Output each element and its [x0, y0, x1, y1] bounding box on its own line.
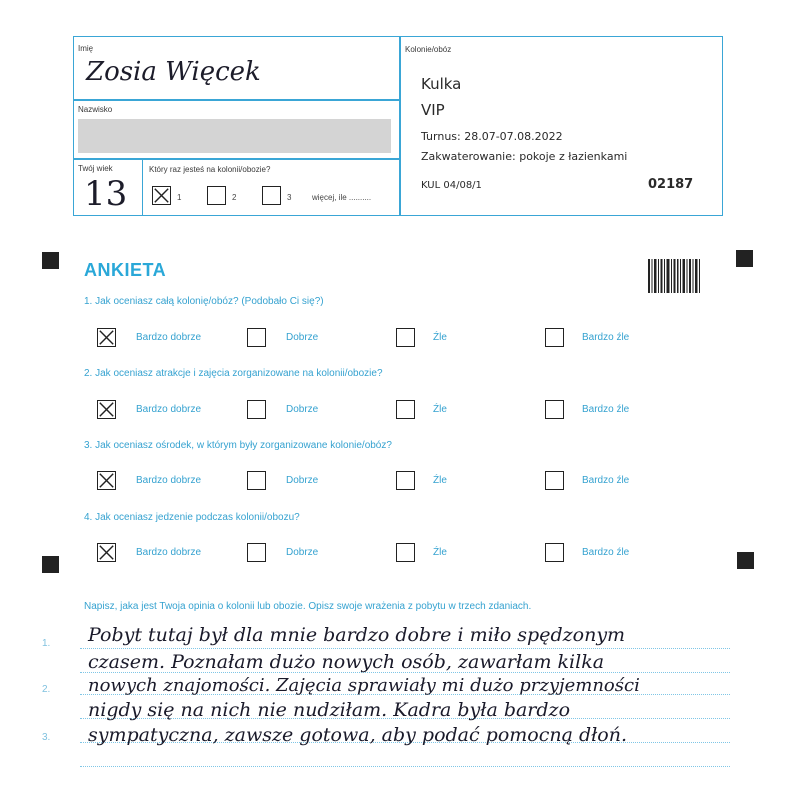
- wiek-label: Twój wiek: [78, 164, 113, 173]
- turnus: Turnus: 28.07-07.08.2022: [421, 130, 563, 143]
- q4-checkbox-zle[interactable]: [396, 543, 415, 562]
- q3-checkbox-bardzo-dobrze[interactable]: [97, 471, 116, 490]
- q2-option-bardzo-dobrze: Bardzo dobrze: [136, 404, 202, 415]
- q3-option-dobrze: Dobrze: [286, 475, 319, 486]
- wiecej-label: więcej, ile ..........: [312, 193, 372, 202]
- q3-checkbox-bardzo-zle[interactable]: [545, 471, 564, 490]
- handwritten-line-2: czasem. Poznałam dużo nowych osób, zawarłam kilka: [88, 651, 605, 673]
- question-2: 2. Jak oceniasz atrakcje i zajęcia zorganizowane na kolonii/obozie?: [84, 368, 383, 379]
- line-number-2: 2.: [42, 684, 51, 695]
- handwritten-line-5: sympatyczna, zawsze gotowa, aby podać pomocną dłoń.: [88, 724, 628, 746]
- registration-marker: [42, 556, 59, 573]
- row-divider: [74, 99, 399, 101]
- q3-option-zle: Źle: [433, 475, 447, 486]
- checkmark-x-icon: [98, 329, 115, 346]
- kolonia-type: VIP: [421, 101, 445, 119]
- q2-checkbox-zle[interactable]: [396, 400, 415, 419]
- handwritten-line-4: nigdy się na nich nie nudziłam. Kadra była bardzo: [88, 699, 571, 721]
- q3-option-bardzo-dobrze: Bardzo dobrze: [136, 475, 202, 486]
- q4-option-bardzo-zle: Bardzo źle: [582, 547, 630, 558]
- q4-checkbox-bardzo-zle[interactable]: [545, 543, 564, 562]
- q3-checkbox-zle[interactable]: [396, 471, 415, 490]
- q1-checkbox-zle[interactable]: [396, 328, 415, 347]
- q1-checkbox-bardzo-dobrze[interactable]: [97, 328, 116, 347]
- barcode-icon: [648, 259, 700, 293]
- q2-checkbox-dobrze[interactable]: [247, 400, 266, 419]
- ktory-raz-checkbox-3[interactable]: [262, 186, 281, 205]
- q3-checkbox-dobrze[interactable]: [247, 471, 266, 490]
- q2-option-bardzo-zle: Bardzo źle: [582, 404, 630, 415]
- form-code: KUL 04/08/1: [421, 180, 482, 191]
- question-3: 3. Jak oceniasz ośrodek, w którym były zorganizowane kolonie/obóz?: [84, 440, 392, 451]
- handwritten-line-1: Pobyt tutaj był dla mnie bardzo dobre i miło spędzonym: [88, 624, 626, 646]
- q4-checkbox-bardzo-dobrze[interactable]: [97, 543, 116, 562]
- ktory-raz-option-3: 3: [287, 193, 292, 202]
- survey-title: ANKIETA: [84, 260, 167, 280]
- ktory-raz-option-2: 2: [232, 193, 237, 202]
- imie-value[interactable]: Zosia Więcek: [86, 57, 261, 87]
- writing-line: [80, 648, 730, 649]
- wiek-box: [74, 158, 143, 215]
- q1-option-dobrze: Dobrze: [286, 332, 319, 343]
- zakwaterowanie: Zakwaterowanie: pokoje z łazienkami: [421, 150, 628, 163]
- q4-option-zle: Źle: [433, 547, 447, 558]
- line-number-3: 3.: [42, 732, 51, 743]
- registration-marker: [42, 252, 59, 269]
- nazwisko-redacted-field[interactable]: [78, 119, 391, 153]
- line-number-1: 1.: [42, 638, 51, 649]
- q2-option-zle: Źle: [433, 404, 447, 415]
- handwritten-line-3: nowych znajomości. Zajęcia sprawiały mi dużo przyjemności: [88, 675, 640, 696]
- opinion-prompt: Napisz, jaka jest Twoja opinia o kolonii lub obozie. Opisz swoje wrażenia z pobytu w trzech zdaniach.: [84, 601, 532, 612]
- header-form: [73, 36, 723, 216]
- writing-line: [80, 766, 730, 767]
- q4-option-bardzo-dobrze: Bardzo dobrze: [136, 547, 202, 558]
- checkmark-x-icon: [98, 401, 115, 418]
- ktory-raz-checkbox-2[interactable]: [207, 186, 226, 205]
- wiek-value[interactable]: 13: [84, 174, 128, 214]
- q2-option-dobrze: Dobrze: [286, 404, 319, 415]
- kolonia-name: Kulka: [421, 75, 462, 93]
- nazwisko-label: Nazwisko: [78, 105, 113, 114]
- ktory-raz-option-1: 1: [177, 193, 182, 202]
- kolonia-label: Kolonie/obóz: [405, 45, 452, 54]
- question-4: 4. Jak oceniasz jedzenie podczas kolonii/obozu?: [84, 512, 300, 523]
- checkmark-x-icon: [98, 544, 115, 561]
- q1-option-zle: Źle: [433, 332, 447, 343]
- q1-option-bardzo-zle: Bardzo źle: [582, 332, 630, 343]
- header-divider: [399, 37, 401, 215]
- q4-option-dobrze: Dobrze: [286, 547, 319, 558]
- question-1: 1. Jak oceniasz całą kolonię/obóz? (Podobało Ci się?): [84, 296, 324, 307]
- ktory-raz-label: Który raz jesteś na kolonii/obozie?: [149, 165, 271, 174]
- q4-checkbox-dobrze[interactable]: [247, 543, 266, 562]
- registration-marker: [737, 552, 754, 569]
- ktory-raz-checkbox-1[interactable]: [152, 186, 171, 205]
- q2-checkbox-bardzo-dobrze[interactable]: [97, 400, 116, 419]
- registration-marker: [736, 250, 753, 267]
- q2-checkbox-bardzo-zle[interactable]: [545, 400, 564, 419]
- imie-label: Imię: [78, 44, 94, 53]
- checkmark-x-icon: [153, 187, 170, 204]
- q1-option-bardzo-dobrze: Bardzo dobrze: [136, 332, 202, 343]
- q1-checkbox-bardzo-zle[interactable]: [545, 328, 564, 347]
- checkmark-x-icon: [98, 472, 115, 489]
- q1-checkbox-dobrze[interactable]: [247, 328, 266, 347]
- q3-option-bardzo-zle: Bardzo źle: [582, 475, 630, 486]
- form-number: 02187: [648, 177, 694, 192]
